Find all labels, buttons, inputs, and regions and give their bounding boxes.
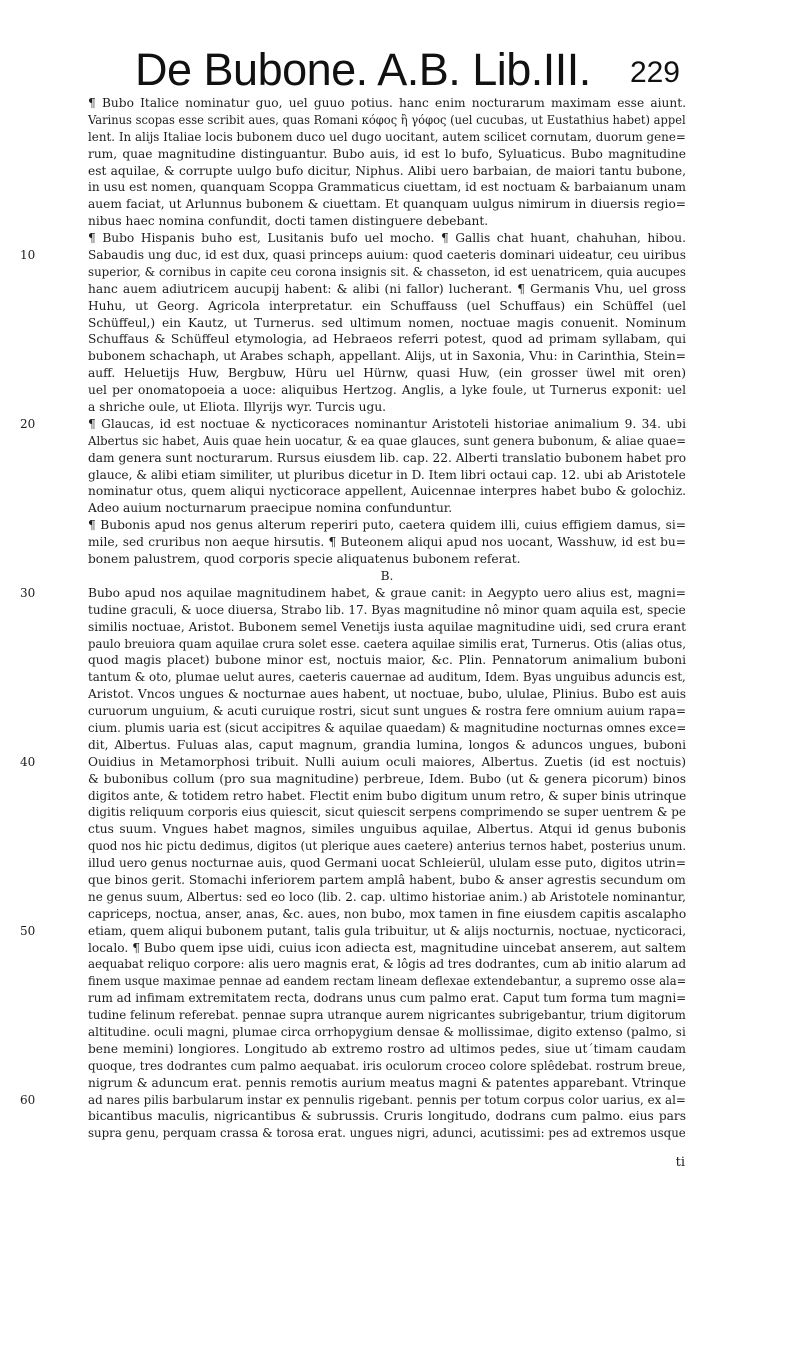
line-text: ¶ Glaucas, id est noctuae & nycticoraces nominantur Aristoteli historiae animalium 9. 34. ubi: [88, 416, 686, 431]
text-line: [88, 517, 686, 534]
text-line: [88, 1075, 686, 1092]
text-line: [88, 500, 686, 517]
line-text: hanc auem adiutricem aucupij habent: & alibi (ni fallor) lucherant. ¶ Germanis Vhu, uel gross: [88, 281, 686, 296]
text-line: [20, 754, 686, 771]
text-line: [88, 788, 686, 805]
text-line: [88, 315, 686, 332]
line-text: paulo breuiora quam aquilae crura solet esse. caetera aquilae similis erat, Turnerus. Otis (alias otus,: [88, 636, 686, 651]
text-line: [88, 906, 686, 923]
text-line: [20, 247, 686, 264]
text-line: [88, 433, 686, 450]
line-text: capriceps, noctua, anser, anas, &c. aues, non bubo, mox tamen in fine eiusdem capitis ascalapho: [88, 906, 687, 921]
text-line: [88, 973, 686, 990]
text-line: [88, 652, 686, 669]
line-text: ¶ Bubo Hispanis buho est, Lusitanis bufo uel mocho. ¶ Gallis chat huant, chahuhan, hibou.: [88, 231, 686, 246]
text-line: [20, 585, 686, 602]
page-title: De Bubone. A.B. Lib.III.: [135, 44, 591, 95]
text-line: [88, 331, 686, 348]
text-line: [20, 923, 687, 940]
text-line: [88, 703, 686, 720]
text-line: [88, 956, 686, 973]
line-text: rum, quae magnitudine distinguantur. Bubo auis, id est lo bufo, Syluaticus. Bubo magnitudine: [88, 146, 686, 161]
text-line: [88, 804, 686, 821]
line-text: in usu est nomen, quanquam Scoppa Grammaticus ciuettam, id est noctuam & barbaianum unam: [88, 180, 686, 195]
text-line: [88, 129, 686, 146]
line-text: uel per onomatopoeia a uoce: aliquibus Hertzog. Anglis, a lyke foule, ut Turnerus exponit: uel: [88, 383, 686, 398]
line-text: B.: [380, 568, 394, 583]
line-text: tudine graculi, & uoce diuersa, Strabo lib. 17. Byas magnitudine nô minor quam aquila est, specie: [88, 602, 686, 617]
text-line: [88, 298, 686, 315]
line-text: Huhu, ut Georg. Agricola interpretatur. ein Schuffauss (uel Schuffaus) ein Schüffel (uel: [88, 298, 686, 313]
catchword: ti: [675, 1155, 685, 1170]
line-text: Schuffaus & Schüffeul etymologia, ad Hebraeos referri potest, quod ad primam syllabam, qui: [88, 332, 686, 347]
line-text: ¶ Bubo Italice nominatur guo, uel guuo potius. hanc enim nocturarum maximam esse aiunt.: [88, 96, 686, 110]
line-text: Aristot. Vncos ungues & nocturnae aues habent, ut noctuae, bubo, ululae, Plinius. Bubo est auis: [88, 687, 686, 702]
line-text: bonem palustrem, quod corporis specie aliquatenus bubonem referat.: [88, 552, 521, 567]
line-text: etiam, quem aliqui bubonem putant, talis gula tribuitur, ut & alijs nocturnis, noctuae, nycticoraci,: [88, 923, 687, 938]
line-text: cium. plumis uaria est (sicut accipitres & aquilae quaedam) & magnitudine nocturnas omnes exce=: [88, 720, 687, 735]
line-text: altitudine. oculi magni, plumae circa orrhopygium densae & mollissimae, digito extenso (palmo, si: [88, 1024, 686, 1039]
running-head: [135, 42, 680, 102]
text-line: [88, 771, 686, 788]
text-line: [88, 821, 686, 838]
line-text: dam genera sunt nocturarum. Rursus eiusdem lib. cap. 22. Alberti translatio bubonem habet pro: [88, 450, 687, 465]
line-text: bubonem schachaph, ut Arabes schaph, appellant. Alijs, ut in Saxonia, Vhu: in Carinthia, Stein=: [88, 349, 686, 364]
line-text: localo. ¶ Bubo quem ipse uidi, cuius icon adiecta est, magnitudine uincebat anserem, aut saltem: [88, 940, 686, 955]
line-number: 40: [20, 754, 36, 769]
text-line: [88, 1041, 686, 1058]
line-text: ne genus suum, Albertus: sed eo loco (lib. 2. cap. ultimo historiae anim.) ab Aristotele nominantur,: [88, 889, 686, 904]
line-number: 20: [20, 416, 36, 431]
line-text: Sabaudis ung duc, id est dux, quasi princeps auium: quod caeteris dominari uideatur, ceu uiribus: [88, 248, 686, 263]
line-text: aequabat reliquo corpore: alis uero magnis erat, & lôgis ad tres dodrantes, cum ab initio alarum ad: [88, 957, 687, 972]
line-text: digitos ante, & totidem retro habet. Flectit enim bubo digitum unum retro, & super binis utrinque: [88, 788, 687, 803]
text-line: [88, 467, 686, 484]
text-line: [88, 534, 686, 551]
text-line: [88, 669, 686, 686]
text-line: [88, 230, 686, 247]
text-line: [88, 163, 686, 180]
line-text: tudine felinum referebat. pennae supra utranque aurem nigricantes subrigebantur, trium digitorum: [88, 1008, 686, 1023]
line-text: a shriche oule, ut Eliota. Illyrijs wyr. Turcis ugu.: [88, 400, 387, 415]
line-text: quoque, tres dodrantes cum palmo aequabat. iris oculorum croceo colore splêdebat. rostrum breue,: [88, 1058, 686, 1073]
text-line: [88, 1007, 686, 1024]
text-line: [88, 568, 686, 585]
text-line: [88, 889, 686, 906]
text-line: [88, 602, 686, 619]
line-number: 50: [20, 923, 36, 938]
line-text: & bubonibus collum (pro sua magnitudine) perbreue, Idem. Bubo (ut & genera picorum) binos: [88, 771, 686, 786]
line-text: bicantibus maculis, nigricantibus & subrussis. Cruris longitudo, dodrans cum palmo. eius pars: [88, 1109, 686, 1124]
line-text: curuorum unguium, & acuti curuique rostri, sicut sunt ungues & rostra fere omnium auium rapa=: [88, 704, 686, 719]
line-text: similis noctuae, Aristot. Bubonem semel Venetijs iusta aquilae magnitudine uidi, sed crura erant: [88, 619, 686, 634]
line-text: auem faciat, ut Arlunnus bubonem & ciuettam. Et quanquam uulgus nimirum in diuersis regio=: [88, 197, 686, 212]
text-line: [88, 264, 686, 281]
text-line: [88, 720, 686, 737]
text-line: [20, 1092, 686, 1109]
text-line: [88, 872, 686, 889]
text-line: [88, 450, 686, 467]
line-text: illud uero genus nocturnae auis, quod Germani uocat Schleierül, ululam esse puto, digitos utrin=: [88, 856, 686, 871]
text-line: [88, 1024, 686, 1041]
text-line: [88, 483, 686, 500]
line-text: Bubo apud nos aquilae magnitudinem habet, & graue canit: in Aegypto uero alius est, magni=: [88, 585, 686, 600]
line-text: auff. Heluetijs Huw, Bergbuw, Hüru uel Hürnw, quasi Huw, (ein grosser üwel mit oren): [88, 366, 686, 381]
line-text: Varinus scopas esse scribit aues, quas Romani κόφος ἢ γόφος (uel cucubas, ut Eustathius habet) appel: [88, 112, 686, 127]
line-text: Ouidius in Metamorphosi tribuit. Nulli auium oculi maiores, Albertus. Zuetis (id est noctuis): [88, 754, 686, 769]
line-text: bene memini) longiores. Longitudo ab extremo rostro ad ultimos pedes, siue ut´timam caudam: [88, 1041, 686, 1056]
line-text: mile, sed cruribus non aeque hirsutis. ¶ Buteonem aliqui apud nos uocant, Wasshuw, id est bu=: [88, 535, 686, 550]
line-text: dit, Albertus. Fuluas alas, caput magnum, grandia lumina, longos & aduncos ungues, buboni: [88, 737, 686, 752]
text-line: [88, 940, 686, 957]
line-text: que binos gerit. Stomachi inferiorem partem amplâ habent, bubo & anser agrestis secundum om: [88, 872, 686, 887]
line-text: tantum & oto, plumae uelut aures, caeteris cauernae ad auditum, Idem. Byas unguibus aduncis est,: [88, 670, 686, 685]
text-line: [88, 737, 686, 754]
line-text: superior, & cornibus in capite ceu corona insignis sit. & chasseton, id est uenatricem, quia aucupes: [88, 264, 686, 279]
text-line: [88, 1125, 686, 1142]
line-text: est aquilae, & corrupte uulgo bufo dicitur, Niphus. Alibi uero barbaian, de maiori tantu bubone,: [88, 163, 686, 178]
text-line: [88, 382, 686, 399]
line-number: 30: [20, 585, 36, 600]
text-line: [88, 399, 686, 416]
line-text: lent. In alijs Italiae locis bubonem duco uel dugo uocitant, autem scilicet cornutam, duorum gene=: [88, 129, 686, 144]
text-line: [88, 551, 686, 568]
text-line: [88, 146, 686, 163]
text-line: [88, 686, 686, 703]
line-text: supra genu, perquam crassa & torosa erat. ungues nigri, adunci, acutissimi: pes ad extremos usque: [88, 1126, 686, 1141]
line-text: ctus suum. Vngues habet magnos, similes unguibus aquilae, Albertus. Atqui id genus bubonis: [88, 822, 686, 837]
line-text: nominatur otus, quem aliqui nycticorace appellent, Auicennae interpres habet bubo & golochiz.: [88, 484, 686, 499]
line-text: Albertus sic habet, Auis quae hein uocatur, & ea quae glauces, sunt genera bubonum, & aliae quae=: [88, 433, 687, 448]
line-text: nigrum & aduncum erat. pennis remotis aurium meatus magni & patentes apparebant. Vtrinque: [88, 1075, 686, 1090]
text-line: [88, 281, 686, 298]
text-line: [88, 112, 686, 129]
text-line: [88, 196, 686, 213]
text-line: [88, 365, 686, 382]
text-line: [88, 1108, 686, 1125]
text-column: [20, 95, 687, 1142]
text-line: [88, 1058, 686, 1075]
line-text: finem usque maximae pennae ad eandem rectam lineam deflexae extendebantur, a supremo osse ala=: [88, 974, 687, 989]
text-line: [88, 179, 686, 196]
line-number: 10: [20, 248, 36, 263]
line-text: nibus haec nomina confundit, docti tamen distinguere debebant.: [88, 214, 489, 229]
text-line: [88, 636, 686, 653]
line-text: ad nares pilis barbularum instar ex pennulis rigebant. pennis per totum corpus color uarius, ex al=: [88, 1092, 686, 1107]
line-number: 60: [20, 1092, 36, 1107]
line-text: ¶ Bubonis apud nos genus alterum reperiri puto, caetera quidem illi, cuius effigiem damus, si=: [88, 518, 686, 533]
line-text: quod nos hic pictu dedimus, digitos (ut plerique aues caetere) anterius ternos habet, posterius unum.: [88, 839, 687, 854]
text-line: [20, 416, 686, 433]
line-text: quod magis placet) bubone minor est, noctuis maior, &c. Plin. Pennatorum animalium buboni: [88, 653, 686, 668]
text-line: [88, 348, 686, 365]
line-text: rum ad infimam extremitatem recta, dodrans unus cum palmo erat. Caput tum forma tum magni=: [88, 991, 687, 1006]
text-line: [88, 619, 686, 636]
text-line: [88, 855, 686, 872]
line-text: Schüffeul,) ein Kautz, ut Turnerus. sed ultimum nomen, noctuae magis conuenit. Nominum: [88, 315, 686, 330]
text-line: [88, 95, 686, 112]
text-line: [88, 213, 686, 230]
page-number: 229: [629, 56, 680, 89]
text-line: [88, 990, 686, 1007]
line-text: digitis reliquum corporis eius quiescit, sicut quiescit serpens comprimendo se super uentrem & pe: [88, 805, 686, 820]
line-text: Adeo auium nocturnarum praecipue nomina confunduntur.: [88, 501, 453, 516]
line-text: glauce, & alibi etiam similiter, ut pluribus dicetur in D. Item libri octaui cap. 12. ubi ab Aristotele: [88, 467, 686, 482]
text-line: [88, 838, 686, 855]
